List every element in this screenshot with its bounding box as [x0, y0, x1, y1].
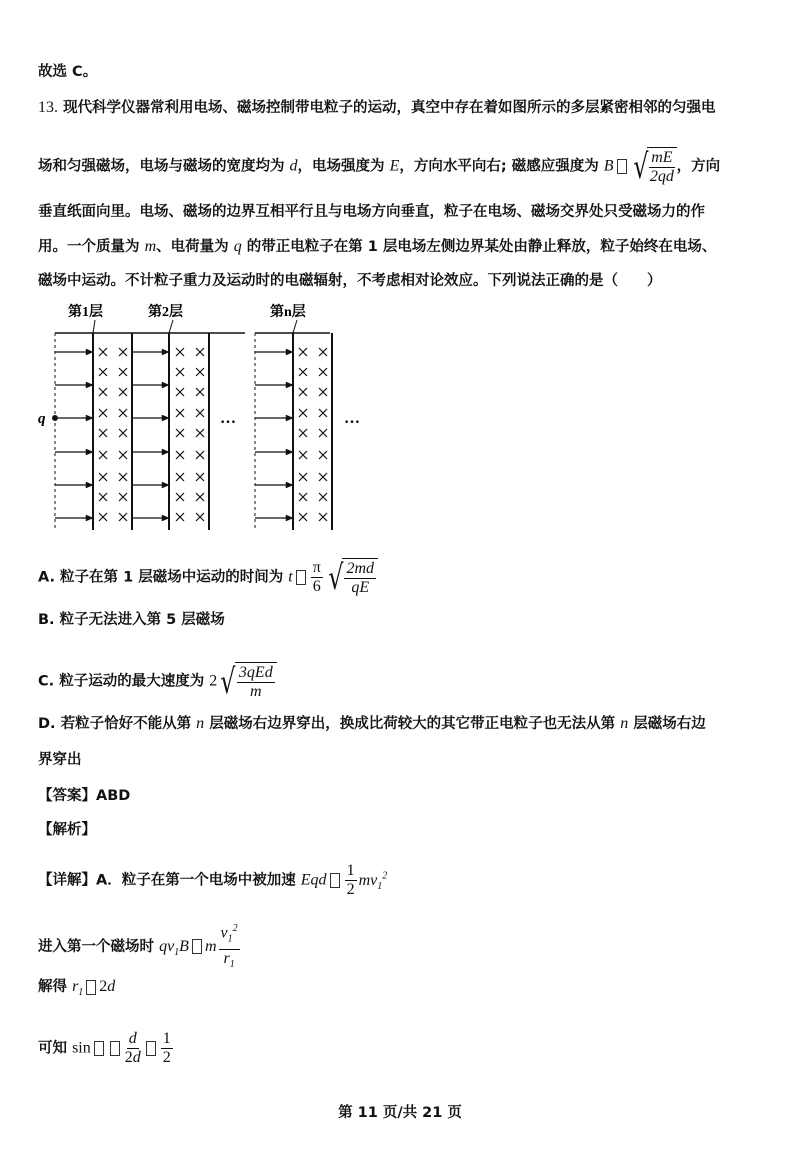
b-field-into-page-icon [99, 368, 107, 376]
b-field-into-page-icon [319, 388, 327, 396]
arrowhead-icon [86, 349, 93, 355]
answer: 【答案】ABD [38, 788, 131, 804]
b-field-into-page-icon [319, 451, 327, 459]
analysis-heading: 【解析】 [38, 822, 96, 838]
b-field-into-page-icon [196, 451, 204, 459]
b-field-into-page-icon [119, 368, 127, 376]
b-field-into-page-icon [196, 429, 204, 437]
option-c: C. 粒子运动的最大速度为 2 √ $\frac{\text{3qEd}}{m}$ [38, 662, 277, 701]
b-field-into-page-icon [176, 409, 184, 417]
b-field-into-page-icon [99, 429, 107, 437]
arrowhead-icon [86, 449, 93, 455]
charge-label: q [38, 411, 46, 427]
b-field-into-page-icon [319, 473, 327, 481]
label-leader [169, 320, 173, 333]
detail-line-1: 【详解】A．粒子在第一个电场中被加速 Eqd $\frac{1}{2}$ $mv_1^2$ [38, 862, 388, 898]
b-field-into-page-icon [176, 473, 184, 481]
b-field-into-page-icon [196, 388, 204, 396]
arrowhead-icon [286, 449, 293, 455]
question-line-1: 13. 现代科学仪器常利用电场、磁场控制带电粒子的运动，真空中存在着如图所示的多层紧密相邻的匀强电 [38, 99, 716, 116]
b-field-into-page-icon [176, 493, 184, 501]
charge-dot [53, 416, 58, 421]
arrowhead-icon [162, 482, 169, 488]
arrowhead-icon [286, 382, 293, 388]
b-field-into-page-icon [119, 473, 127, 481]
b-field-into-page-icon [176, 451, 184, 459]
b-field-into-page-icon [176, 368, 184, 376]
b-field-into-page-icon [319, 493, 327, 501]
label-leader [293, 320, 297, 333]
question-line-4: 用。一个质量为 m、电荷量为 q 的带正电粒子在第 1 层电场左侧边界某处由静止释放，粒子始终在电场、 [38, 238, 717, 255]
arrowhead-icon [162, 449, 169, 455]
layer-n-label: 第n层 [270, 305, 306, 320]
label-leader [93, 320, 95, 333]
arrowhead-icon [86, 415, 93, 421]
arrowhead-icon [86, 482, 93, 488]
b-field-into-page-icon [99, 513, 107, 521]
option-a: A. 粒子在第 1 层磁场中运动的时间为 t $\frac{\pi}{6}$ √ $\frac{2md}{qE}$ [38, 558, 378, 597]
option-b: B. 粒子无法进入第 5 层磁场 [38, 612, 225, 628]
ellipsis-2: … [344, 410, 360, 427]
question-line-3: 垂直纸面向里。电场、磁场的边界互相平行且与电场方向垂直，粒子在电场、磁场交界处只受磁场力的作 [38, 204, 705, 220]
b-field-into-page-icon [299, 513, 307, 521]
ellipsis-1: … [220, 410, 236, 427]
b-field-into-page-icon [119, 388, 127, 396]
b-field-into-page-icon [299, 493, 307, 501]
b-field-into-page-icon [196, 493, 204, 501]
b-field-into-page-icon [319, 348, 327, 356]
layer-1-label: 第1层 [68, 305, 103, 320]
arrowhead-icon [162, 382, 169, 388]
b-field-into-page-icon [196, 348, 204, 356]
arrowhead-icon [86, 382, 93, 388]
b-field-into-page-icon [196, 409, 204, 417]
arrowhead-icon [86, 515, 93, 521]
b-field-into-page-icon [299, 429, 307, 437]
b-field-into-page-icon [319, 513, 327, 521]
b-field-into-page-icon [176, 513, 184, 521]
b-field-into-page-icon [99, 388, 107, 396]
b-field-into-page-icon [99, 348, 107, 356]
b-field-into-page-icon [99, 451, 107, 459]
arrowhead-icon [286, 349, 293, 355]
b-field-into-page-icon [299, 451, 307, 459]
option-d-line-1: D. 若粒子恰好不能从第 n 层磁场右边界穿出，换成比荷较大的其它带正电粒子也无法从第 n 层磁场右边 [38, 715, 706, 732]
page-footer: 第 11 页/共 21 页 [338, 1105, 462, 1121]
b-field-into-page-icon [119, 493, 127, 501]
prev-conclusion: 故选 C。 [38, 64, 98, 80]
b-field-into-page-icon [176, 388, 184, 396]
b-field-into-page-icon [319, 409, 327, 417]
arrowhead-icon [286, 482, 293, 488]
b-field-into-page-icon [299, 409, 307, 417]
b-field-into-page-icon [99, 493, 107, 501]
b-field-into-page-icon [299, 348, 307, 356]
arrowhead-icon [286, 515, 293, 521]
b-field-into-page-icon [176, 348, 184, 356]
b-field-into-page-icon [119, 513, 127, 521]
question-line-2: 场和匀强磁场，电场与磁场的宽度均为 d，电场强度为 E，方向水平向右; 磁感应强度为 B √ $\frac{mE}{2qd}$ ，方向 [38, 146, 721, 187]
sqrt-mE-2qd: √ $\frac{mE}{2qd}$ [630, 147, 677, 186]
b-field-into-page-icon [119, 451, 127, 459]
field-layers-diagram [0, 295, 400, 535]
arrowhead-icon [162, 515, 169, 521]
b-field-into-page-icon [319, 429, 327, 437]
b-field-into-page-icon [119, 429, 127, 437]
b-field-into-page-icon [99, 473, 107, 481]
b-field-into-page-icon [196, 368, 204, 376]
layer-2-label: 第2层 [148, 305, 183, 320]
b-field-into-page-icon [196, 473, 204, 481]
arrowhead-icon [162, 415, 169, 421]
b-field-into-page-icon [299, 473, 307, 481]
option-d-line-2: 界穿出 [38, 752, 82, 768]
question-line-5: 磁场中运动。不计粒子重力及运动时的电磁辐射，不考虑相对论效应。下列说法正确的是（ ） [38, 273, 662, 289]
detail-line-4: 可知 sin $\frac{d}{2d}$ $\frac{1}{2}$ [38, 1030, 171, 1066]
b-field-into-page-icon [99, 409, 107, 417]
b-field-into-page-icon [196, 513, 204, 521]
b-field-into-page-icon [176, 429, 184, 437]
b-field-into-page-icon [119, 348, 127, 356]
detail-line-2: 进入第一个磁场时 $qv_1B$ m $\frac{v_1^2}{r_1}$ [38, 920, 242, 974]
arrowhead-icon [286, 415, 293, 421]
b-field-into-page-icon [319, 368, 327, 376]
arrowhead-icon [162, 349, 169, 355]
b-field-into-page-icon [299, 368, 307, 376]
b-field-into-page-icon [119, 409, 127, 417]
b-field-into-page-icon [299, 388, 307, 396]
detail-line-3: 解得 $r_1$ 2d [38, 978, 116, 999]
